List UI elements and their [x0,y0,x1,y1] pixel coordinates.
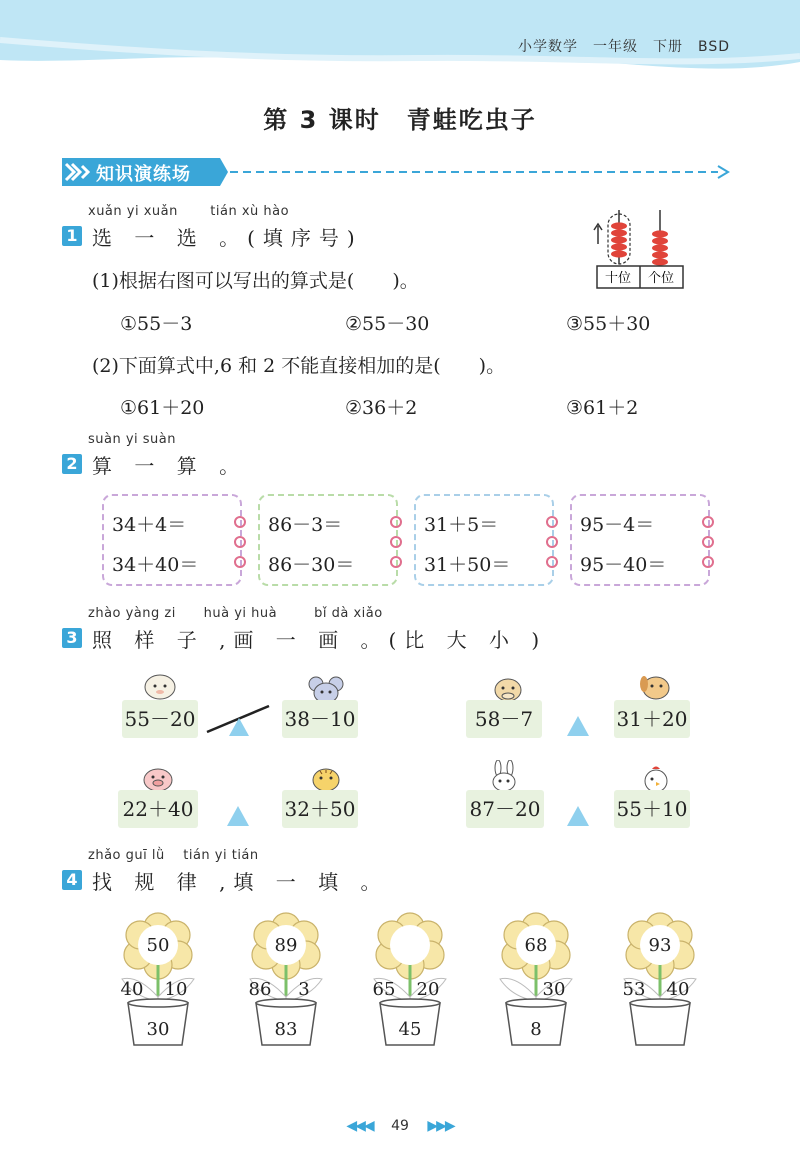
calc-card-line: 31＋50＝ [424,554,511,576]
q1-title: 选 一 选 。(填序号) [92,226,363,250]
q2-title: 算 一 算 。 [92,454,248,478]
calc-card-line: 95－4＝ [580,514,655,536]
dog-icon [636,670,676,702]
lesson-title: 第 3 课时 青蛙吃虫子 [263,106,537,134]
calc-card [414,494,554,586]
compare-box: 22＋40 [118,790,198,828]
ring-icon [390,556,402,568]
q1-sub2-text: (2)下面算式中,6 和 2 不能直接相加的是( )。 [92,355,506,377]
calc-card-line: 86－30＝ [268,554,355,576]
q4-number: 4 [62,870,82,890]
section-title: 知识演练场 [96,164,191,185]
page-number: 49 [391,1118,409,1134]
q1-sub1-option-2: ②55－30 [345,313,430,335]
q3-pinyin: zhào yàng zi huà yi huà bǐ dà xiǎo [88,606,383,621]
q4-pinyin: zhǎo guī lǜ tián yi tián [88,848,259,863]
compare-box: 87－20 [466,790,544,828]
q1-sub2-option-2: ②36＋2 [345,397,418,419]
flower-bottom-number: 30 [146,1019,170,1040]
flower-left-number: 65 [372,979,396,1000]
sheep-icon [140,670,180,702]
compare-box: 55＋10 [614,790,690,828]
ring-icon [234,536,246,548]
ring-icon [390,516,402,528]
ring-icon [234,516,246,528]
calc-card-line: 86－3＝ [268,514,343,536]
page-footer [0,1118,800,1134]
q1-pinyin: xuǎn yi xuǎn tián xù hào [88,204,290,219]
q1-sub1-text: (1)根据右图可以写出的算式是( )。 [92,270,419,292]
calc-card-line: 34＋40＝ [112,554,199,576]
compare-box: 58－7 [466,700,542,738]
balance-triangle [567,806,589,826]
rabbit-icon [484,760,524,792]
flower-right-number: 3 [298,979,310,1000]
flower-pot [236,905,336,1055]
header-text: 小学数学 一年级 下册 BSD [517,39,730,55]
flower-left-number: 40 [120,979,144,1000]
flower-top-number: 89 [274,935,298,956]
calc-card [258,494,398,586]
q2-number: 2 [62,454,82,474]
flower-bottom-number: 8 [530,1019,542,1040]
flower-right-number: 20 [416,979,440,1000]
balance-triangle [567,716,589,736]
ring-icon [390,536,402,548]
q2-pinyin: suàn yi suàn [88,432,177,447]
flower-bottom-number: 83 [274,1019,298,1040]
q1-sub1-option-1: ①55－3 [120,313,193,335]
compare-box: 32＋50 [282,790,358,828]
ring-icon [702,536,714,548]
flower-bottom-number: 45 [398,1019,422,1040]
q1-number: 1 [62,226,82,246]
ring-icon [546,516,558,528]
abacus-ones-label: 个位 [647,271,675,286]
flower-pot [360,905,460,1055]
flower-right-number: 30 [542,979,566,1000]
q3-title: 照 样 子 ,画 一 画 。(比 大 小 ) [92,628,548,652]
q1-sub1-option-3: ③55＋30 [566,313,651,335]
next-arrows-icon: ▶▶▶ [427,1118,454,1134]
ring-icon [702,516,714,528]
abacus-tens-label: 十位 [604,271,632,286]
flower-top-number: 50 [146,935,170,956]
calc-card [102,494,242,586]
calc-card-line: 95－40＝ [580,554,667,576]
balance-triangle [227,806,249,826]
q1-sub2-option-3: ③61＋2 [566,397,639,419]
flower-top-number: 68 [524,935,548,956]
compare-box: 55－20 [122,700,198,738]
flower-pot [486,905,586,1055]
seesaw-example [205,700,273,738]
calc-card-line: 34＋4＝ [112,514,187,536]
ring-icon [234,556,246,568]
flower-right-number: 10 [164,979,188,1000]
ring-icon [546,536,558,548]
flower-right-number: 40 [666,979,690,1000]
flower-pot [108,905,208,1055]
flower-top-number: 93 [648,935,672,956]
compare-box: 31＋20 [614,700,690,738]
flower-left-number: 53 [622,979,646,1000]
ring-icon [702,556,714,568]
ring-icon [546,556,558,568]
calc-card-line: 31＋5＝ [424,514,499,536]
flower-pot [610,905,710,1055]
q1-sub2-option-1: ①61＋20 [120,397,205,419]
abacus-figure [590,208,686,290]
flower-left-number: 86 [248,979,272,1000]
compare-box: 38－10 [282,700,358,738]
q3-number: 3 [62,628,82,648]
prev-arrows-icon: ◀◀◀ [346,1118,373,1134]
calc-card [570,494,710,586]
q4-title: 找 规 律 ,填 一 填 。 [92,870,389,894]
section-divider [230,164,730,180]
